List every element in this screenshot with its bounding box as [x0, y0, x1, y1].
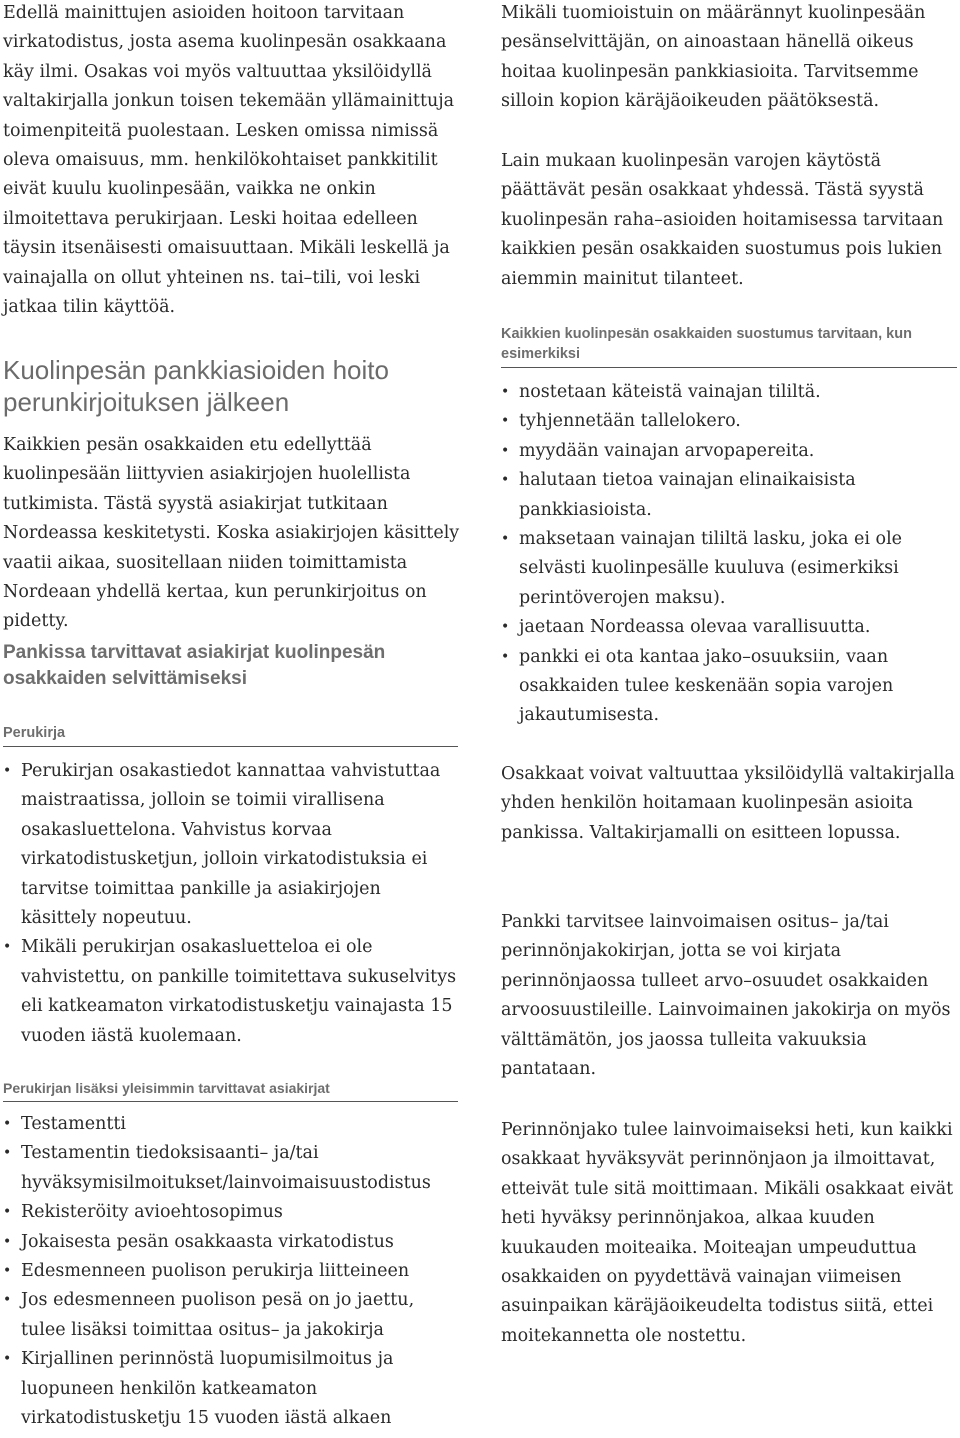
- intro-paragraph: Edellä mainittujen asioiden hoitoon tarvitaan virkatodistus, josta asema kuolinpesän osakkaana käy ilmi. Osakas voi myös valtuuttaa yksilöidyllä valtakirjalla jonkun toisen tekemään yllämainittuja toimenpiteitä puolestaan. Lesken omissa nimissä oleva omaisuus, mm. henkilökohtaiset pankkitilit eivät kuulu kuolinpesään, vaikka ne onkin ilmoitettava perukirjaan. Leski hoitaa edelleen täysin itsenäisesti omaisuuttaan. Mikäli leskellä ja vainajalla on ollut yhteinen ns. tai–tili, voi leski jatkaa tilin käyttöä.: [3, 3, 455, 318]
- list-item: • Testamentin tiedoksisaanti– ja/tai hyväksymisilmoitukset/lainvoimaisuustodistus: [3, 1139, 458, 1198]
- consent-list: [501, 378, 957, 731]
- list-item: • Rekisteröity avioehtosopimus: [3, 1198, 458, 1227]
- heading-paragraph: Kaikkien pesän osakkaiden etu edellyttää kuolinpesään liittyvien asiakirjojen huolellista tutkimista. Tästä syystä asiakirjat tutkitaan Nordeassa keskitetysti. Koska asiakirjojen käsittely vaatii aikaa, suositellaan niiden toimittamista Nordeaan yhdellä kertaa, kun perunkirjoitus on pidetty.: [3, 435, 460, 632]
- bullet-icon: •: [501, 619, 510, 636]
- list-item: • halutaan tietoa vainajan elinaikaisista pankkiasioista.: [501, 466, 957, 525]
- perukirja-list: [3, 757, 458, 1051]
- bullet-icon: •: [3, 1263, 12, 1280]
- section-heading: Kuolinpesän pankkiasioiden hoito perunkirjoituksen jälkeen: [3, 355, 389, 417]
- list-item: • Jos edesmenneen puolison pesä on jo jaettu, tulee lisäksi toimittaa ositus– ja jakokirja: [3, 1286, 458, 1345]
- bullet-icon: •: [3, 1292, 12, 1309]
- bullet-icon: •: [3, 1204, 12, 1221]
- bullet-icon: •: [3, 1351, 12, 1368]
- bullet-icon: •: [501, 648, 510, 665]
- bullet-icon: •: [501, 384, 510, 400]
- list-item: • tyhjennetään tallelokero.: [501, 407, 957, 436]
- power-of-attorney-paragraph: Osakkaat voivat valtuuttaa yksilöidyllä valtakirjalla yhden henkilön hoitamaan kuolinpesän asioita pankissa. Valtakirjamalli on esitteen lopussa.: [501, 764, 955, 843]
- list-item: • jaetaan Nordeassa olevaa varallisuutta.: [501, 613, 957, 642]
- additional-documents-list: [3, 1110, 458, 1433]
- consent-title: Kaikkien kuolinpesän osakkaiden suostumus tarvitaan, kun esimerkiksi: [501, 324, 957, 368]
- list-item: • Mikäli perukirjan osakasluetteloa ei ole vahvistettu, on pankille toimitettava sukuselvitys eli katkeamaton virkatodistusketju vainajasta 15 vuoden iästä kuolemaan.: [3, 933, 458, 1051]
- joint-decision-paragraph: Lain mukaan kuolinpesän varojen käytöstä päättävät pesän osakkaat yhdessä. Tästä syystä kuolinpesän raha–asioiden hoitamisessa tarvitaan kaikkien pesän osakkaiden suostumus pois lukien aiemmin mainitut tilanteet.: [501, 151, 944, 289]
- list-item: • maksetaan vainajan tililtä lasku, joka ei ole selvästi kuolinpesälle kuuluva (esimerkiksi perintöverojen maksu).: [501, 525, 957, 613]
- additional-documents-title: Perukirjan lisäksi yleisimmin tarvittavat asiakirjat: [3, 1078, 458, 1102]
- bullet-icon: •: [501, 472, 510, 489]
- perukirja-title: Perukirja: [3, 723, 458, 747]
- list-item: • Perukirjan osakastiedot kannattaa vahvistuttaa maistraatissa, jolloin se toimii virallisena osakasluettelona. Vahvistus korvaa virkatodistusketjun, jolloin virkatodistuksia ei tarvitse toimittaa pankille ja asiakirjojen käsittely nopeutuu.: [3, 757, 458, 933]
- list-item: • Edesmenneen puolison perukirja liitteineen: [3, 1257, 458, 1286]
- bullet-icon: •: [3, 939, 12, 956]
- bullet-icon: •: [3, 1145, 12, 1162]
- bullet-icon: •: [3, 1233, 12, 1250]
- list-item: • myydään vainajan arvopapereita.: [501, 437, 957, 466]
- list-item: • nostetaan käteistä vainajan tililtä.: [501, 378, 957, 407]
- bullet-icon: •: [501, 531, 510, 548]
- bullet-icon: •: [501, 442, 510, 459]
- bullet-icon: •: [501, 413, 510, 430]
- list-item: • Kirjallinen perinnöstä luopumisilmoitus ja luopuneen henkilön katkeamaton virkatodistusketju 15 vuoden iästä alkaen: [3, 1345, 458, 1433]
- estate-administrator-paragraph: Mikäli tuomioistuin on määrännyt kuolinpesään pesänselvittäjän, on ainoastaan hänellä oikeus hoitaa kuolinpesän pankkiasioita. Tarvitsemme silloin kopion käräjäoikeuden päätöksestä.: [501, 3, 926, 112]
- list-item: • Jokaisesta pesän osakkaasta virkatodistus: [3, 1228, 458, 1257]
- list-item: • pankki ei ota kantaa jako–osuuksiin, vaan osakkaiden tulee keskenään sopia varojen jakautumisesta.: [501, 643, 957, 731]
- list-item: • Testamentti: [3, 1110, 458, 1139]
- division-document-paragraph: Pankki tarvitsee lainvoimaisen ositus– ja/tai perinnönjakokirjan, jotta se voi kirjata perinnönjaossa tulleet arvo–osuudet osakkaiden arvoosuustileille. Lainvoimainen jakokirja on myös välttämätön, jos jaossa tulleita vakuuksia pantataan.: [501, 912, 951, 1080]
- documents-subheading: Pankissa tarvittavat asiakirjat kuolinpesän osakkaiden selvittämiseksi: [3, 642, 386, 689]
- bullet-icon: •: [3, 1116, 12, 1132]
- bullet-icon: •: [3, 763, 12, 779]
- inheritance-division-paragraph: Perinnönjako tulee lainvoimaiseksi heti, kun kaikki osakkaat hyväksyvät perinnönjaon ja ilmoittavat, etteivät tule sitä moittimaan. Mikäli osakkaat eivät heti hyväksy perinnönjakoa, alkaa kuuden kuukauden moiteaika. Moiteajan umpeuduttua osakkaiden on pyydettävä vainajan viimeisen asuinpaikan käräjäoikeudelta todistus siitä, ettei moitekannetta ole nostettu.: [501, 1120, 954, 1346]
